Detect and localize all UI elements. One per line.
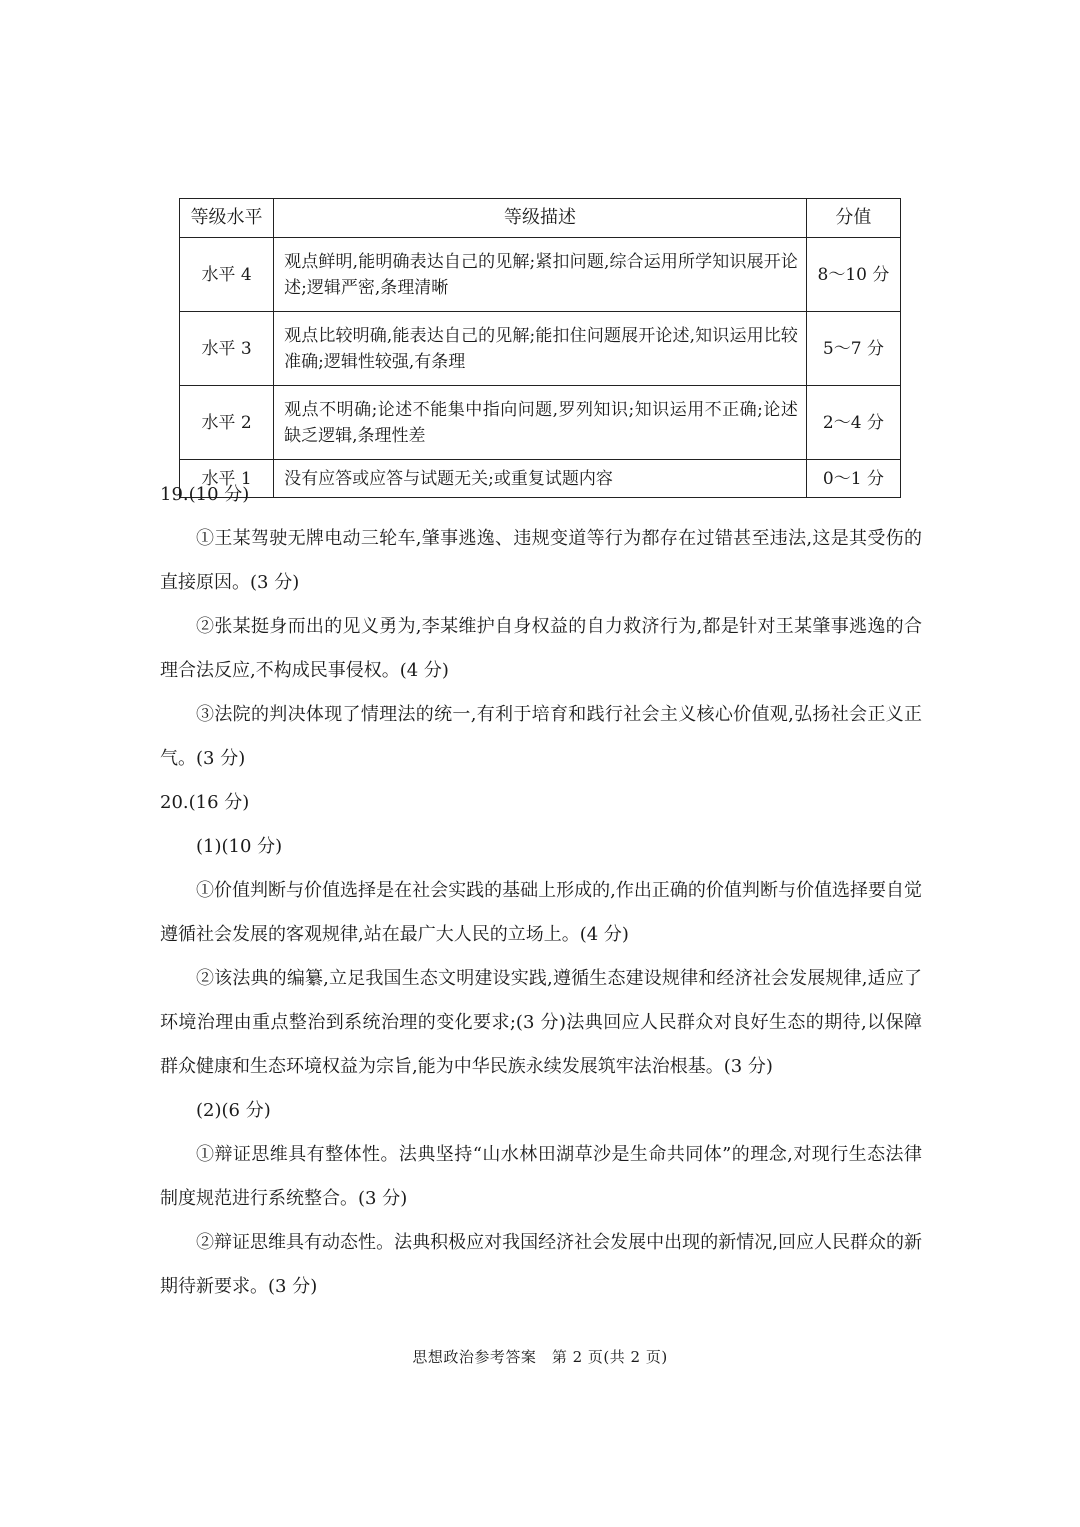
rubric-level: 水平 4	[180, 238, 274, 312]
question-20-part2-heading: (2)(6 分)	[196, 1100, 271, 1121]
rubric-description: 观点不明确;论述不能集中指向问题,罗列知识;知识运用不正确;论述缺乏逻辑,条理性差	[274, 386, 807, 460]
question-20-heading: 20.(16 分)	[160, 792, 250, 813]
answer-point: ②该法典的编纂,立足我国生态文明建设实践,遵循生态建设规律和经济社会发展规律,适应了环境治理由重点整治到系统治理的变化要求;(3 分)法典回应人民群众对良好生态的期待,以保障群众健康和生态环境权益为宗旨,能为中华民族永续发展筑牢法治根基。(3 分)	[160, 968, 922, 1077]
rubric-row	[180, 386, 901, 460]
answer-point: ①王某驾驶无牌电动三轮车,肇事逃逸、违规变道等行为都存在过错甚至违法,这是其受伤的直接原因。(3 分)	[160, 528, 922, 593]
rubric-description: 观点比较明确,能表达自己的见解;能扣住问题展开论述,知识运用比较准确;逻辑性较强,有条理	[274, 312, 807, 386]
rubric-score: 0～1 分	[806, 460, 900, 498]
question-19-heading: 19.(10 分)	[160, 484, 250, 505]
header-level: 等级水平	[180, 199, 274, 238]
rubric-description: 观点鲜明,能明确表达自己的见解;紧扣问题,综合运用所学知识展开论述;逻辑严密,条理清晰	[274, 238, 807, 312]
question-20-part1-heading: (1)(10 分)	[196, 836, 283, 857]
header-description: 等级描述	[274, 199, 807, 238]
rubric-level: 水平 2	[180, 386, 274, 460]
page-footer: 思想政治参考答案 第 2 页(共 2 页)	[412, 1348, 668, 1366]
rubric-row	[180, 238, 901, 312]
rubric-header-row	[180, 199, 901, 238]
answer-point: ②张某挺身而出的见义勇为,李某维护自身权益的自力救济行为,都是针对王某肇事逃逸的合理合法反应,不构成民事侵权。(4 分)	[160, 616, 922, 681]
rubric-level: 水平 3	[180, 312, 274, 386]
rubric-score: 8～10 分	[806, 238, 900, 312]
rubric-level: 水平 1	[180, 460, 274, 498]
answer-point: ①价值判断与价值选择是在社会实践的基础上形成的,作出正确的价值判断与价值选择要自觉遵循社会发展的客观规律,站在最广大人民的立场上。(4 分)	[160, 880, 922, 945]
answer-text	[160, 473, 922, 1309]
header-score: 分值	[806, 199, 900, 238]
rubric-score: 2～4 分	[806, 386, 900, 460]
rubric-score: 5～7 分	[806, 312, 900, 386]
grading-rubric-table	[179, 198, 901, 498]
answer-point: ②辩证思维具有动态性。法典积极应对我国经济社会发展中出现的新情况,回应人民群众的新期待新要求。(3 分)	[160, 1232, 922, 1297]
rubric-description: 没有应答或应答与试题无关;或重复试题内容	[274, 460, 807, 498]
rubric-row	[180, 312, 901, 386]
answer-point: ③法院的判决体现了情理法的统一,有利于培育和践行社会主义核心价值观,弘扬社会正义正气。(3 分)	[160, 704, 922, 769]
answer-point: ①辩证思维具有整体性。法典坚持“山水林田湖草沙是生命共同体”的理念,对现行生态法律制度规范进行系统整合。(3 分)	[160, 1144, 922, 1209]
